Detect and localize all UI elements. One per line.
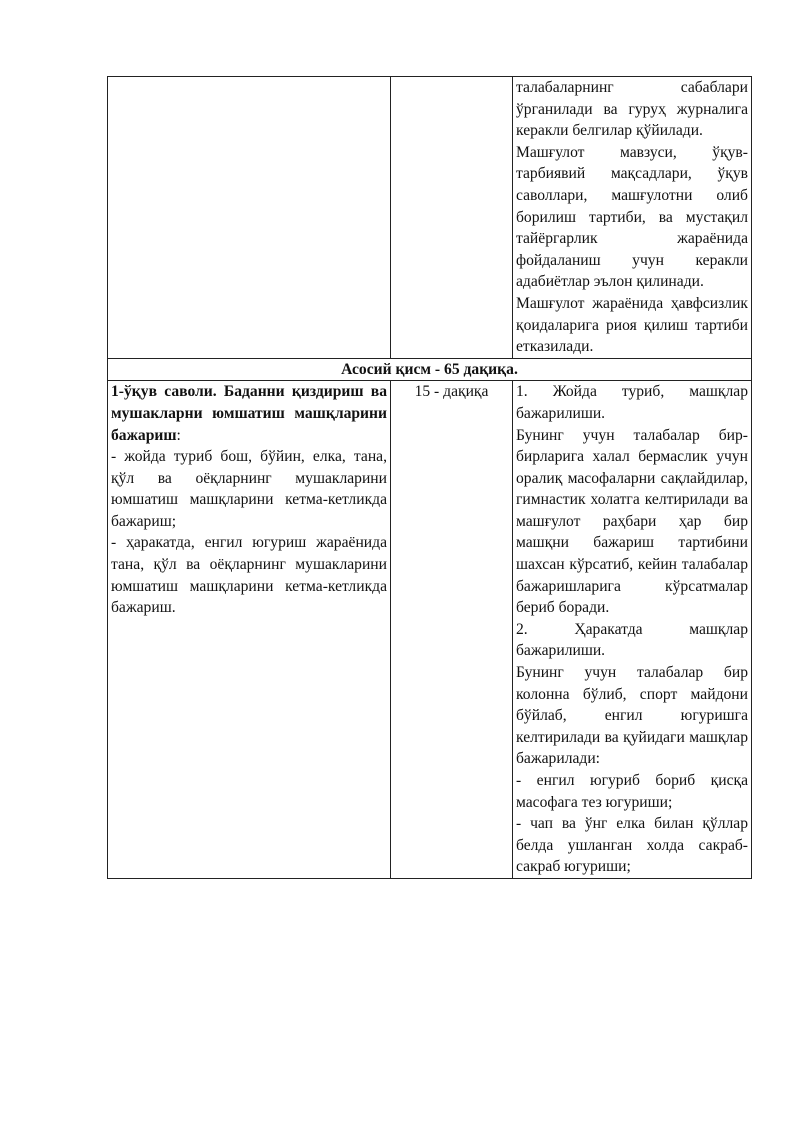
table-row (108, 381, 752, 879)
method-paragraph: Бунинг учун талабалар бир-бирларига халал бермаслик учун оралиқ масофаларни сақлайдилар, гимнастик холатга келтирилади ва машғулот раҳбари ҳар бир машқни бажариш тартибини шахсан кўрсатиб, кейин талабалар бажаришларига кўрсатмалар бериб боради. (516, 426, 748, 617)
method-paragraph: Машғулот жараёнида ҳавфсизлик қоидаларига риоя қилиш тартиби етказилади. (516, 294, 748, 356)
time-cell (391, 77, 513, 359)
method-paragraph: 2. Ҳаракатда машқлар бажарилиши. (516, 620, 748, 660)
lesson-plan-table (107, 76, 752, 879)
method-cell (513, 381, 752, 879)
time-cell (391, 381, 513, 879)
section-title: Асосий қисм - 65 дақиқа. (108, 358, 752, 381)
section-header-row (108, 358, 752, 381)
method-paragraph: - енгил югуриб бориб қисқа масофага тез югуриши; (516, 772, 748, 811)
question-title (111, 381, 387, 446)
method-paragraph: Бунинг учун талабалар бир колонна бўлиб, спорт майдони бўйлаб, енгил югуришга келтирилади ва қуйидаги машқлар бажарилади: (516, 664, 748, 768)
method-paragraph: Машғулот мавзуси, ўқув-тарбиявий мақсадлари, ўқув саволлари, машғулотни олиб борилиш тартиби, ва мустақил тайёргарлик жараёнида фойдаланиш учун керакли адабиётлар эълон қилинади. (516, 143, 748, 291)
method-cell (513, 77, 752, 359)
content-cell (108, 381, 391, 879)
method-paragraph: талабаларнинг сабаблари ўрганилади ва гуруҳ журналига керакли белгилар қўйилади. (516, 79, 748, 140)
method-paragraph: - чап ва ўнг елка билан қўллар белда ушланган холда сакраб-сакраб югуриши; (516, 815, 748, 876)
content-cell (108, 77, 391, 359)
table-row (108, 77, 752, 359)
time-value: 15 - дақиқа (414, 383, 489, 401)
method-paragraph: 1. Жойда туриб, машқлар бажарилиши. (516, 383, 748, 422)
question-suffix: : (176, 426, 181, 444)
document-page (107, 76, 751, 879)
content-item: - жойда туриб бош, бўйин, елка, тана, қўл ва оёқларнинг мушакларини юмшатиш машқларини кетма-кетликда бажариш; (111, 448, 387, 530)
question-bold-text: 1-ўқув саволи. Баданни қиздириш ва мушакларни юмшатиш машқларини бажариш (111, 383, 387, 444)
content-item: - ҳаракатда, енгил югуриш жараёнида тана, қўл ва оёқларнинг мушакларини юмшатиш машқларини кетма-кетликда бажариш. (111, 534, 387, 617)
